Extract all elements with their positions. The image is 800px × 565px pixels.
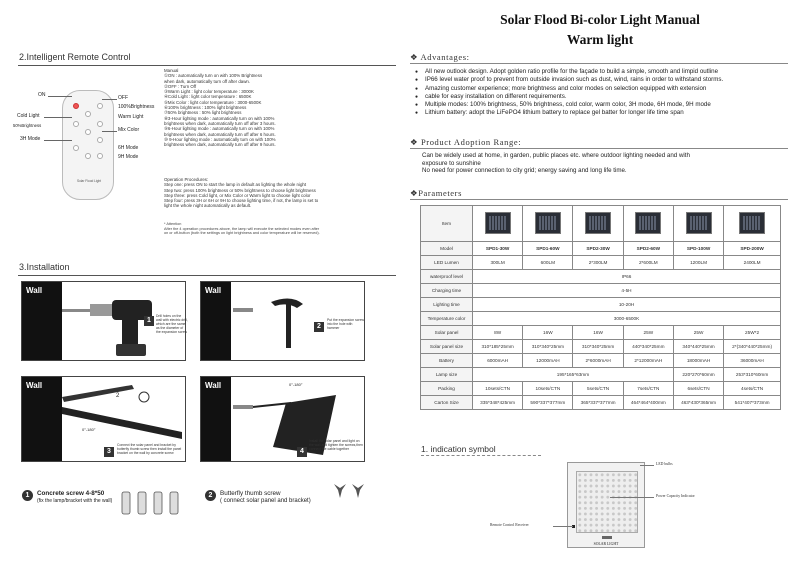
lamp-image-icon <box>485 212 511 234</box>
step-number: 3 <box>104 447 114 457</box>
divider <box>410 199 788 200</box>
advantages-list <box>413 68 793 118</box>
mix-color-button-icon <box>97 137 103 143</box>
mode-6h-button-icon <box>85 153 91 159</box>
angle-label: 0°-180° <box>289 382 303 387</box>
label-brightness-100: 100%Brightness <box>118 104 155 110</box>
power-indicator-icon <box>602 536 612 539</box>
step-note: Connect the solar panel and bracket by butterfly thumb screw then install the panel bracket on the wall by concrete screw <box>117 443 182 455</box>
divider <box>410 148 788 149</box>
advantage-item: ● Lithium battery: adopt the LiFePO4 lithium battery to replace gel batter for longer life time span <box>413 109 793 117</box>
install-step-3-panel <box>21 376 186 462</box>
divider <box>18 65 396 66</box>
lamp-image-icon <box>686 212 712 234</box>
label-mix-color: Mix Color <box>118 127 140 133</box>
remote-name: Solar Flood Light <box>76 179 102 183</box>
table-row: Charging time 4-5H <box>421 284 781 298</box>
screw-number: 2 <box>205 490 216 501</box>
lamp-image-icon <box>739 212 765 234</box>
install-section-title: 3.Installation <box>19 262 70 272</box>
mode-9h-button-icon <box>97 153 103 159</box>
lamp-image-icon <box>585 212 611 234</box>
concrete-screw-title: Concrete screw 4-8*50 <box>37 490 105 497</box>
step-badge: 2 <box>116 393 120 399</box>
led-bulbs-icon <box>576 471 638 533</box>
flood-light-illustration <box>567 462 645 548</box>
lamp-image-icon <box>535 212 561 234</box>
parameters-heading: ❖Parameters <box>410 188 462 198</box>
table-row: Lighting time 10-20H <box>421 298 781 312</box>
led-bulbs-label: LED bulbs <box>656 462 673 466</box>
label-cold-light: Cold Light <box>17 113 40 119</box>
table-row: waterproof level IP66 <box>421 270 781 284</box>
step-note: Drill holes on the wall with electric drill, which are the same as the diameter of the expansion screw <box>156 314 188 334</box>
advantage-item: ● Multiple modes: 100% brightness, 50% brightness, cold color, warm color, 3H mode, 6H mode, 9H mode <box>413 101 793 109</box>
pointer-line <box>640 465 654 466</box>
brightness-100-button-icon <box>85 111 91 117</box>
angle-label: 0°-180° <box>82 427 96 432</box>
table-row: Carton Size 335*348*425mm 590*337*377mm 365*337*377mm 464*464*400mm 463*430*365mm 541*407*373mm <box>421 396 781 410</box>
install-step-4-panel <box>200 376 365 462</box>
table-row: Lamp size 195*165*63mm 220*270*60mm 253*310*60mm <box>421 368 781 382</box>
pointer-line <box>44 117 72 118</box>
wall-block: Wall <box>22 282 62 360</box>
screw-number: 1 <box>22 490 33 501</box>
parameters-table <box>420 205 781 410</box>
divider <box>18 275 396 276</box>
label-warm-light: Warm Light <box>118 114 144 120</box>
table-row: Solar panel 8W 16W 16W 25W 25W 25W*2 <box>421 326 781 340</box>
wall-block: Wall <box>201 282 231 360</box>
wall-block: Wall <box>201 377 231 461</box>
mode-3h-button-icon <box>73 145 79 151</box>
install-step-1-panel <box>21 281 186 361</box>
label-6h-mode: 6H Mode <box>118 145 139 151</box>
remote-section-title: 2.Intelligent Remote Control <box>19 52 131 62</box>
advantage-item: ● cable for easy installation on different requirements. <box>413 93 793 101</box>
table-row: Model SPD1-30W SPD1-60W SPD2-30W SPD2-60W SPD-100W SPD-200W <box>421 242 781 256</box>
step-note: Put the expansion screw into the hole with hammer <box>327 318 364 330</box>
advantages-heading: ❖ Advantages: <box>410 52 470 62</box>
advantage-item: ● IP66 level water proof to prevent from outside invasion such as dust, wind, rains in order to withstand storms. <box>413 76 793 84</box>
divider <box>410 63 788 64</box>
step-number: 4 <box>297 447 307 457</box>
attention-text: * Attention After the 4 operation procedures above, the lamp will execute the selected modes even after on or off-button (both the settings on light brightness and color temperature will be reserved). <box>164 222 320 236</box>
table-row: Item <box>421 206 781 242</box>
label-9h-mode: 9H Mode <box>118 154 139 160</box>
on-button-icon <box>73 103 79 109</box>
divider <box>421 455 541 456</box>
label-brightness-50: 50%Brightness <box>13 123 42 128</box>
pointer-line <box>610 497 654 498</box>
table-row: Battery 6000mAH 12000mAH 2*6000mAH 2*12000mAH 18000mAH 36000mAH <box>421 354 781 368</box>
advantage-item: ● Amazing customer experience; more brightness and color modes on selection equipped with extension <box>413 85 793 93</box>
concrete-screw-subtitle: (fix the lamp/bracket with the wall) <box>37 498 113 504</box>
table-row: Temperature color 3000-6500K <box>421 312 781 326</box>
butterfly-screw-icon <box>330 480 370 500</box>
advantage-item: ● All new outlook design. Adopt golden ratio profile for the façade to build a simple, smooth and limpid outline <box>413 68 793 76</box>
brightness-50-button-icon <box>85 129 91 135</box>
power-indicator-label: Power Capacity Indicator <box>656 494 695 498</box>
off-button-icon <box>97 103 103 109</box>
label-3h-mode: 3H Mode <box>20 136 41 142</box>
step-number: 1 <box>144 316 154 326</box>
pointer-line <box>553 526 573 527</box>
table-row: LED Lumen 300LM 600LM 2*300LM 2*600LM 1200LM 2400LM <box>421 256 781 270</box>
step-note: Install the solar panel and light on the wall and tighten the screws,then connect the cable together <box>309 439 363 451</box>
pointer-line <box>102 99 117 100</box>
cold-light-button-icon <box>73 121 79 127</box>
remote-control-illustration <box>62 90 114 200</box>
concrete-screw-icon <box>118 490 190 518</box>
label-off: OFF <box>118 95 128 101</box>
label-on: ON <box>38 92 46 98</box>
install-step-2-panel <box>200 281 365 361</box>
indication-title: 1. indication symbol <box>421 444 496 454</box>
step-number: 2 <box>314 322 324 332</box>
solar-light-label: SOLAR LIGHT <box>593 542 619 546</box>
manual-subtitle: Warm light <box>566 32 634 47</box>
manual-text: Manual ①ON : automatically turn on with 100% Brightness when dark, automatically turn off after dawn. ②OFF : Turn Off ③Warm Light : light color temperature : 3000K ④Cold Light : light color temperature : 6500K ⑤Mix Color : light color temperature : 3000-6500K ⑥100% brightness : 100% light brightness ⑦50% brightness : 50% light brightness ⑧3-Hour lighting mode : automatically turn on with 100% brightness when dark, automatically turn off after 3 hours. ⑨6-Hour lighting mode : automatically turn on with 100% brightness when dark, automatically turn off after 6 hours. ⑩ 9-Hour lighting mode : automatically turn on with 100% brightness when dark, automatically turn off after 9 hours. <box>164 68 276 148</box>
pointer-line <box>102 131 117 132</box>
butterfly-screw-title: Butterfly thumb screw <box>220 490 281 497</box>
lamp-image-icon <box>635 212 661 234</box>
procedure-text: Operation Procedures: Step one: press ON to start the lamp in default as lighting the whole night Step two: press 100% brightness or 50% brightness to choose light brightness Step three: press Cold light, or Mix Color or Warm light to choose light color Step four: press 3H or 6H or 9H to choose lighting time, if not, the lamp is set to light the whole night automatically as default. <box>164 177 319 209</box>
manual-title: Solar Flood Bi-color Light Manual <box>500 12 700 27</box>
adoption-heading: ❖ Product Adoption Range: <box>410 137 522 147</box>
table-row: Solar panel size 310*185*25mm 310*340*25mm 310*340*25mm 440*340*25mm 340*440*25mm 2*(340*440*25mm) <box>421 340 781 354</box>
warm-light-button-icon <box>97 121 103 127</box>
remote-receiver-label: Remote Control Receiver <box>490 523 529 527</box>
wall-block: Wall <box>22 377 62 461</box>
pointer-line <box>44 140 72 141</box>
adoption-text: Can be widely used at home, in garden, public places etc. where outdoor lighting needed and with exposure to sunshine No need for power connection to city grid; energy saving and long life time. <box>422 152 690 174</box>
pointer-line <box>48 96 72 97</box>
butterfly-screw-subtitle: ( connect solar panel and bracket) <box>220 498 311 504</box>
table-row: Packing 10sets/CTN 10sets/CTN 5sets/CTN 7sets/CTN 6sets/CTN 4sets/CTN <box>421 382 781 396</box>
